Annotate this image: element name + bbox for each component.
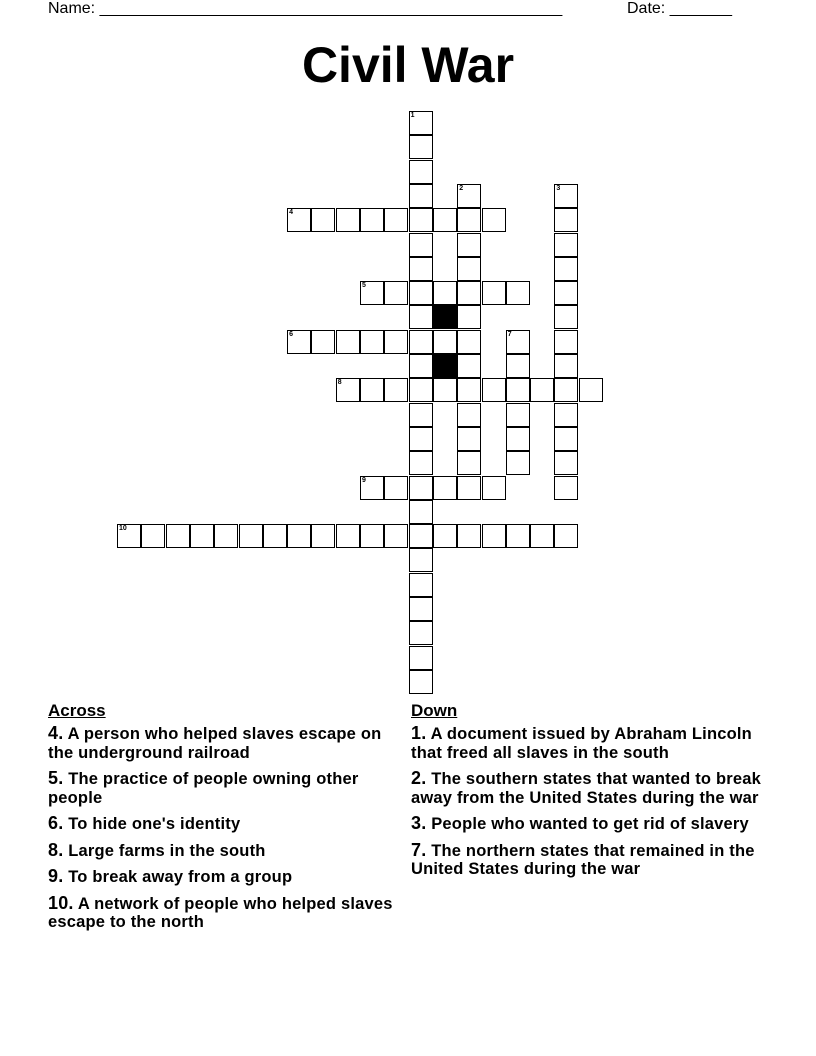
grid-cell[interactable]	[554, 184, 578, 208]
grid-cell[interactable]	[190, 524, 214, 548]
grid-cell[interactable]	[409, 305, 433, 329]
grid-cell[interactable]	[482, 524, 506, 548]
grid-cell[interactable]	[530, 524, 554, 548]
grid-cell[interactable]	[384, 281, 408, 305]
grid-cell[interactable]	[409, 184, 433, 208]
grid-cell[interactable]	[482, 281, 506, 305]
grid-cell[interactable]	[554, 305, 578, 329]
grid-cell[interactable]	[336, 208, 360, 232]
clue-number: 8	[337, 379, 342, 387]
grid-cell[interactable]	[506, 427, 530, 451]
grid-cell[interactable]	[336, 378, 360, 402]
grid-cell[interactable]	[457, 354, 481, 378]
clue-number: 10	[119, 525, 127, 533]
grid-cell[interactable]	[409, 670, 433, 694]
grid-cell[interactable]	[457, 281, 481, 305]
grid-cell[interactable]	[457, 257, 481, 281]
grid-cell[interactable]	[457, 476, 481, 500]
grid-cell[interactable]	[554, 208, 578, 232]
grid-cell[interactable]	[384, 330, 408, 354]
grid-cell[interactable]	[433, 476, 457, 500]
grid-cell[interactable]	[409, 621, 433, 645]
grid-cell[interactable]	[433, 378, 457, 402]
clue-down-1: 1. A document issued by Abraham Lincoln that freed all slaves in the south	[411, 723, 752, 762]
grid-cell[interactable]	[336, 524, 360, 548]
grid-cell[interactable]	[457, 233, 481, 257]
grid-cell[interactable]	[409, 646, 433, 670]
grid-cell[interactable]	[384, 208, 408, 232]
grid-cell[interactable]	[409, 354, 433, 378]
grid-cell[interactable]	[506, 524, 530, 548]
grid-cell[interactable]	[457, 403, 481, 427]
grid-cell[interactable]	[554, 330, 578, 354]
grid-cell[interactable]	[360, 524, 384, 548]
clue-across-8: 8. Large farms in the south	[48, 839, 266, 860]
grid-cell[interactable]	[409, 451, 433, 475]
grid-cell[interactable]	[409, 135, 433, 159]
grid-cell[interactable]	[263, 524, 287, 548]
grid-cell[interactable]	[384, 476, 408, 500]
grid-cell[interactable]	[409, 427, 433, 451]
grid-cell[interactable]	[554, 354, 578, 378]
clue-down-7: 7. The northern states that remained in the United States during the war	[411, 839, 755, 878]
grid-cell[interactable]	[409, 524, 433, 548]
grid-cell[interactable]	[457, 208, 481, 232]
grid-cell[interactable]	[433, 281, 457, 305]
black-square	[433, 354, 457, 378]
grid-cell[interactable]	[457, 427, 481, 451]
black-square	[433, 305, 457, 329]
grid-cell[interactable]	[384, 378, 408, 402]
grid-cell[interactable]	[457, 184, 481, 208]
grid-cell[interactable]	[214, 524, 238, 548]
grid-cell[interactable]	[117, 524, 141, 548]
grid-cell[interactable]	[554, 524, 578, 548]
grid-cell[interactable]	[554, 378, 578, 402]
grid-cell[interactable]	[506, 330, 530, 354]
grid-cell[interactable]	[360, 208, 384, 232]
clue-across-4: 4. A person who helped slaves escape on the underground railroad	[48, 723, 382, 762]
grid-cell[interactable]	[554, 257, 578, 281]
grid-cell[interactable]	[409, 403, 433, 427]
grid-cell[interactable]	[457, 330, 481, 354]
clue-down-2: 2. The southern states that wanted to break away from the United States during the war	[411, 768, 762, 807]
grid-cell[interactable]	[482, 476, 506, 500]
clue-across-5: 5. The practice of people owning other people	[48, 768, 359, 807]
grid-cell[interactable]	[506, 354, 530, 378]
grid-cell[interactable]	[360, 330, 384, 354]
grid-cell[interactable]	[433, 330, 457, 354]
grid-cell[interactable]	[311, 208, 335, 232]
grid-cell[interactable]	[409, 500, 433, 524]
clue-down-3: 3. People who wanted to get rid of slavery	[411, 813, 749, 833]
grid-cell[interactable]	[409, 257, 433, 281]
grid-cell[interactable]	[506, 378, 530, 402]
grid-cell[interactable]	[506, 451, 530, 475]
grid-cell[interactable]	[409, 548, 433, 572]
across-heading: Across	[48, 701, 106, 720]
grid-cell[interactable]	[554, 476, 578, 500]
grid-cell[interactable]	[409, 597, 433, 621]
grid-cell[interactable]	[287, 208, 311, 232]
down-clues	[411, 700, 771, 886]
grid-cell[interactable]	[360, 281, 384, 305]
clue-number: 7	[507, 330, 512, 338]
grid-cell[interactable]	[482, 378, 506, 402]
grid-cell[interactable]	[457, 451, 481, 475]
clue-across-9: 9. To break away from a group	[48, 866, 293, 886]
grid-cell[interactable]	[287, 330, 311, 354]
grid-cell[interactable]	[409, 281, 433, 305]
page-title: Civil War	[301, 37, 515, 93]
grid-cell[interactable]	[457, 378, 481, 402]
grid-cell[interactable]	[311, 330, 335, 354]
grid-cell[interactable]	[409, 233, 433, 257]
grid-cell[interactable]	[457, 305, 481, 329]
clue-number: 2	[459, 184, 464, 192]
grid-cell[interactable]	[360, 476, 384, 500]
grid-cell[interactable]	[141, 524, 165, 548]
grid-cell[interactable]	[336, 330, 360, 354]
down-heading: Down	[411, 701, 458, 720]
clue-number: 1	[410, 112, 415, 119]
clue-across-6: 6. To hide one's identity	[48, 813, 241, 833]
grid-cell[interactable]	[433, 524, 457, 548]
grid-cell[interactable]	[360, 378, 384, 402]
grid-cell[interactable]	[554, 403, 578, 427]
grid-cell[interactable]	[554, 451, 578, 475]
grid-cell[interactable]	[409, 573, 433, 597]
clue-number: 4	[289, 209, 293, 217]
grid-cell[interactable]	[554, 427, 578, 451]
grid-cell[interactable]	[482, 208, 506, 232]
grid-cell[interactable]	[384, 524, 408, 548]
grid-cell[interactable]	[311, 524, 335, 548]
grid-cell[interactable]	[579, 378, 603, 402]
across-clues	[48, 700, 408, 939]
grid-cell[interactable]	[506, 403, 530, 427]
grid-cell[interactable]	[409, 111, 433, 135]
clue-number: 5	[362, 282, 366, 290]
clue-number: 3	[556, 184, 561, 192]
clue-number: 6	[289, 330, 293, 338]
grid-cell[interactable]	[409, 330, 433, 354]
grid-cell[interactable]	[409, 208, 433, 232]
grid-cell[interactable]	[409, 476, 433, 500]
clue-across-10: 10. A network of people who helped slaves escape to the north	[48, 892, 393, 931]
grid-cell[interactable]	[287, 524, 311, 548]
grid-cell[interactable]	[530, 378, 554, 402]
name-field[interactable]: Name: ____________________________________________________	[48, 0, 563, 17]
grid-cell[interactable]	[457, 524, 481, 548]
date-field[interactable]: Date: _______	[627, 0, 732, 17]
clue-number: 9	[362, 476, 366, 484]
grid-cell[interactable]	[554, 233, 578, 257]
grid-cell[interactable]	[239, 524, 263, 548]
grid-cell[interactable]	[166, 524, 190, 548]
grid-cell[interactable]	[433, 208, 457, 232]
grid-cell[interactable]	[506, 281, 530, 305]
grid-cell[interactable]	[409, 378, 433, 402]
grid-cell[interactable]	[409, 160, 433, 184]
grid-cell[interactable]	[554, 281, 578, 305]
